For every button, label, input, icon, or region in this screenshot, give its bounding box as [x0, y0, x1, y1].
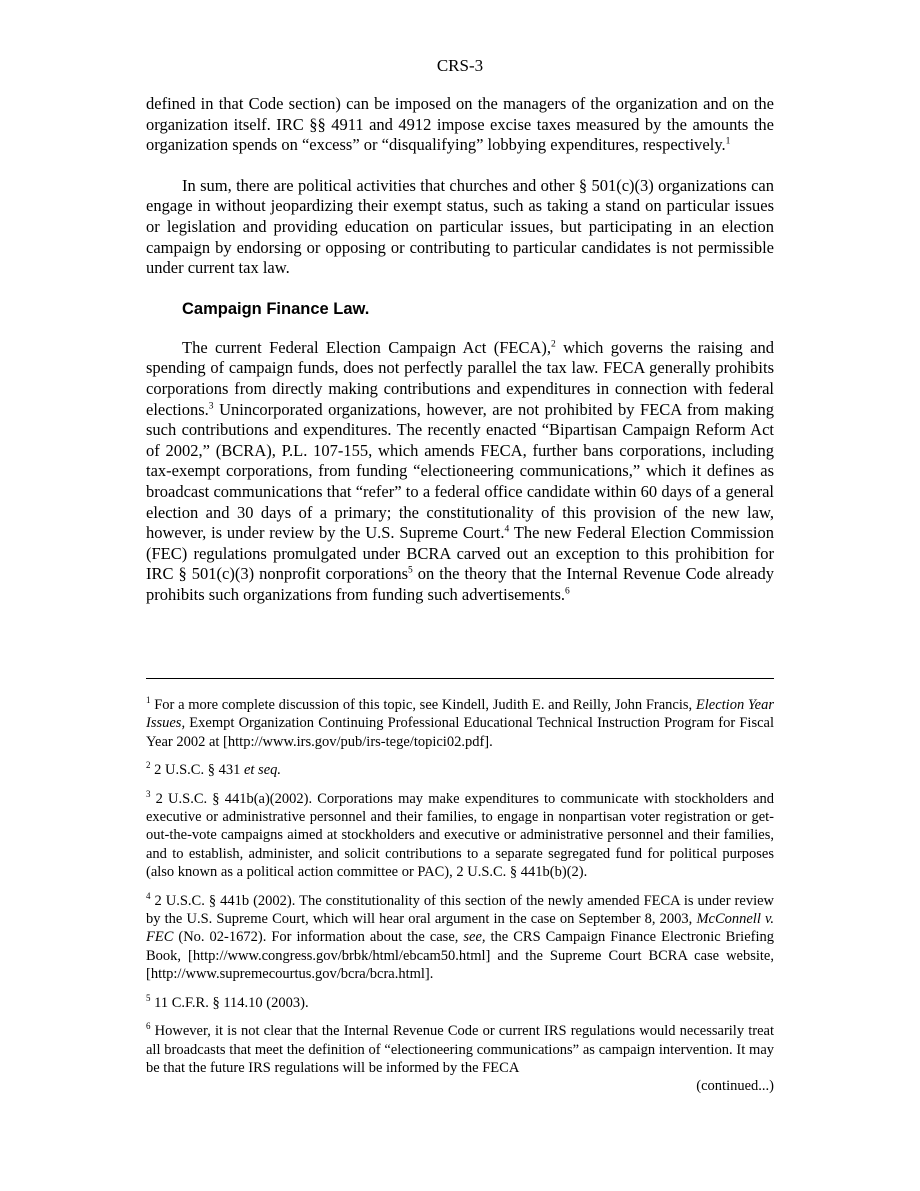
section-heading: Campaign Finance Law.: [182, 299, 370, 318]
footnote-2: $^2$ 2 U.S.C. § 431 et seq.: [146, 760, 282, 779]
footnote-6: $^6$ However, it is not clear that the Internal Revenue Code or current IRS regulations would necessarily treat all broadcasts that meet the definition of “electioneering communications” as campaign intervention. It may be that the future IRS regulations will be informed by the FECA: [146, 1021, 774, 1076]
footnote-4: $^4$ 2 U.S.C. § 441b (2002). The constitutionality of this section of the newly amended FECA is under review by the U.S. Supreme Court, which will hear oral argument in the case on September 8, 2003, McConnell v. FEC (No. 02-1672). For information about the case, see, the CRS Campaign Finance Electronic Briefing Book, [http://www.congress.gov/brbk/html/ebcam50.html] and the Supreme Court BCRA case website, [http://www.supremecourtus.gov/bcra/bcra.html].: [146, 890, 774, 983]
footnotes: [146, 696, 774, 1096]
main-text: [146, 94, 774, 605]
page-number: CRS-3: [436, 56, 484, 75]
footnote-divider: [146, 678, 774, 679]
paragraph-lobbying-taxes: defined in that Code section) can be imposed on the managers of the organization and on the organization itself. IRC §§ 4911 and 4912 impose excise taxes measured by the amounts the organization spends on “excess” or “disqualifying” lobbying expenditures, respectively.$^1$: [146, 94, 774, 155]
footnote-1: $^1$ For a more complete discussion of this topic, see Kindell, Judith E. and Reilly, John Francis, Election Year Issues, Exempt Organization Continuing Professional Educational Technical Instruction Program for Fiscal Year 2002 at [http://www.irs.gov/pub/irs-tege/topici02.pdf].: [146, 695, 774, 750]
footnote-5: $^5$ 11 C.F.R. § 114.10 (2003).: [146, 992, 309, 1011]
footnote-ref[interactable]: 5: [408, 565, 413, 576]
paragraph-summary: In sum, there are political activities that churches and other § 501(c)(3) organizations can engage in without jeopardizing their exempt status, such as taking a stand on particular issues or legislation and providing education on particular issues, but participating in an election campaign by endorsing or opposing or contributing to particular candidates is not permissible under current tax law.: [146, 175, 774, 278]
paragraph-campaign-finance: The current Federal Election Campaign Act (FECA),$^2$ which governs the raising and spending of campaign funds, does not perfectly parallel the tax law. FECA generally prohibits corporations from directly making contributions and expenditures in connection with federal elections.$^3$ Unincorporated organizations, however, are not prohibited by FECA from making such contributions and expenditures. The recently enacted “Bipartisan Campaign Reform Act of 2002,” (BCRA), P.L. 107-155, which amends FECA, further bans corporations, including tax-exempt corporations, from funding “electioneering communications,” which it defines as broadcast communications that “refer” to a federal office candidate within 60 days of a general election and 30 days of a primary; the constitutionality of this provision of the new law, however, is under review by the U.S. Supreme Court.$^4$ The new Federal Election Commission (FEC) regulations promulgated under BCRA carved out an exception to this prohibition for IRC § 501(c)(3) nonprofit corporations$^5$ on the theory that the Internal Revenue Code already prohibits such organizations from funding such advertisements.$^6$: [146, 337, 775, 604]
footnote-ref[interactable]: 1: [725, 136, 731, 147]
footnote-ref[interactable]: 6: [565, 586, 570, 597]
footnote-ref[interactable]: 4: [504, 524, 510, 535]
footnote-ref[interactable]: 3: [208, 401, 214, 412]
continued-note: (continued...): [696, 1078, 774, 1095]
footnote-3: $^3$ 2 U.S.C. § 441b(a)(2002). Corporations may make expenditures to communicate with stockholders and executive or administrative personnel and their families, to engage in nonpartisan voter registration or get-out-the-vote campaigns aimed at stockholders and executive or administrative personnel and their families, and to establish, administer, and solicit contributions to a separate segregated fund for political purposes (also known as a political action committee or PAC), 2 U.S.C. § 441b(b)(2).: [146, 788, 774, 881]
footnote-ref[interactable]: 2: [551, 339, 556, 350]
